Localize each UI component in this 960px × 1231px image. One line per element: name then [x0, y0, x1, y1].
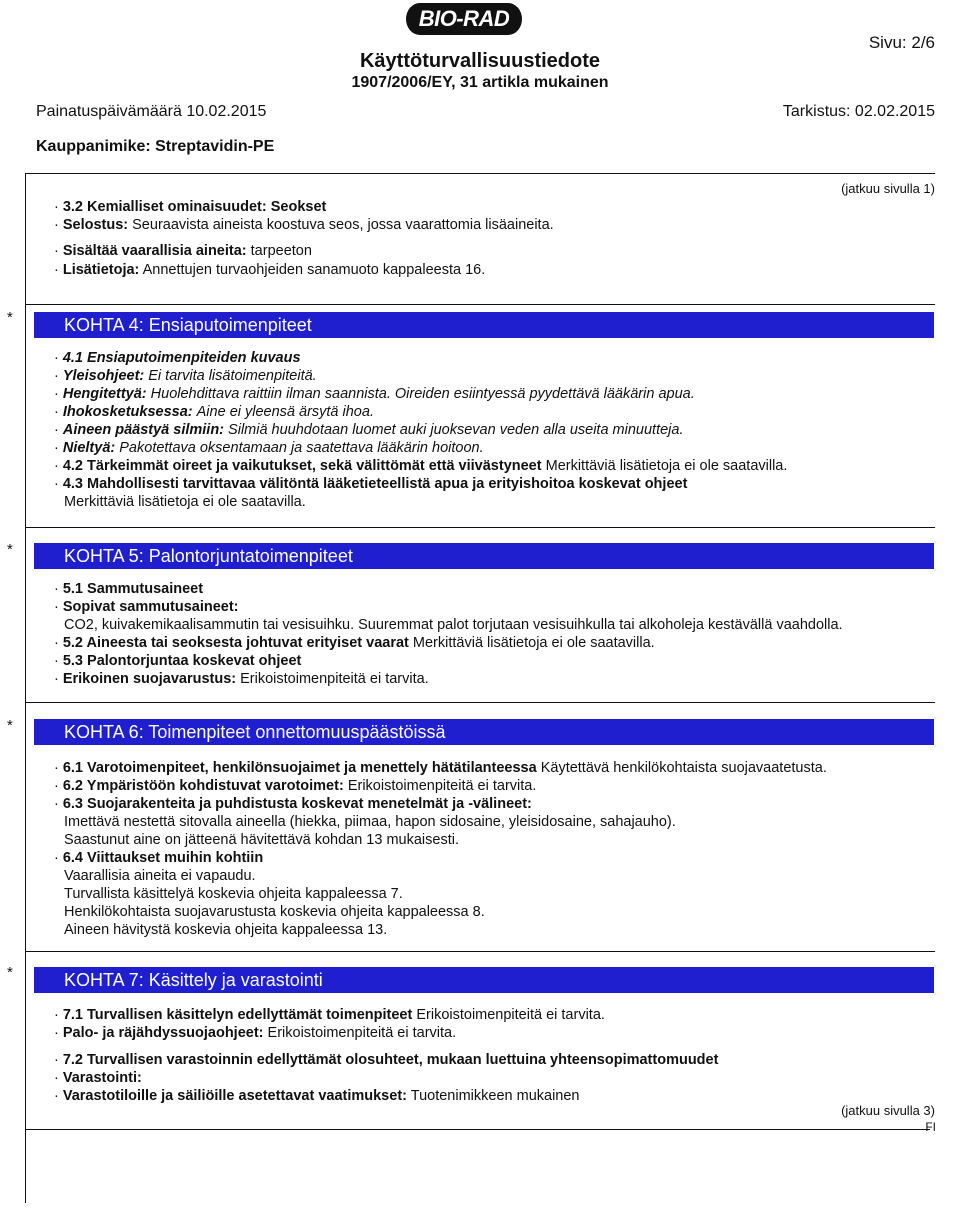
header-divider — [25, 173, 935, 174]
section7-line: · 7.2 Turvallisen varastoinnin edellyttämät olosuhteet, mukaan luettuina yhteensopimattomuudet — [54, 1052, 719, 1068]
section-divider — [25, 527, 935, 528]
section3-line: · Lisätietoja: Annettujen turvaohjeiden sanamuoto kappaleesta 16. — [54, 262, 486, 278]
section5-heading: KOHTA 5: Palontorjuntatoimenpiteet — [34, 543, 934, 569]
section6-line: Imettävä nestettä sitovalla aineella (hiekka, piimaa, hapon sidosaine, yleisidosaine, sahajauho). — [64, 814, 676, 830]
section3-line: · Sisältää vaarallisia aineita: tarpeeton — [54, 243, 312, 259]
section5-line: · 5.1 Sammutusaineet — [54, 581, 204, 597]
section5-line: · Erikoinen suojavarustus: Erikoistoimenpiteitä ei tarvita. — [54, 671, 429, 687]
document-subtitle: 1907/2006/EY, 31 artikla mukainen — [351, 74, 609, 91]
section6-line: · 6.4 Viittaukset muihin kohtiin — [54, 850, 264, 866]
section7-line: · Palo- ja räjähdyssuojaohjeet: Erikoistoimenpiteitä ei tarvita. — [54, 1025, 457, 1041]
section4-line: · 4.1 Ensiaputoimenpiteiden kuvaus — [54, 350, 301, 366]
section7-line: · 7.1 Turvallisen käsittelyn edellyttämät toimenpiteet Erikoistoimenpiteitä ei tarvita. — [54, 1007, 605, 1023]
section4-line: · 4.2 Tärkeimmät oireet ja vaikutukset, sekä välittömät että viivästyneet Merkittäviä lisätietoja ei ole saatavilla. — [54, 458, 788, 474]
bio-rad-logo: BIO-RAD — [406, 3, 522, 35]
section6-line: Turvallista käsittelyä koskevia ohjeita kappaleessa 7. — [64, 886, 403, 902]
section6-line: · 6.3 Suojarakenteita ja puhdistusta koskevat menetelmät ja -välineet: — [54, 796, 532, 812]
section4-line: · Nieltyä: Pakotettava oksentamaan ja saatettava lääkärin hoitoon. — [54, 440, 484, 456]
section6-heading: KOHTA 6: Toimenpiteet onnettomuuspäästöissä — [34, 719, 934, 745]
section5-line: · Sopivat sammutusaineet: — [54, 599, 239, 615]
section5-line: CO2, kuivakemikaalisammutin tai vesisuihku. Suuremmat palot torjutaan vesisuihkulla tai alkoholeja kestävällä vaahdolla. — [64, 617, 843, 633]
section6-line: Vaarallisia aineita ei vapaudu. — [64, 868, 256, 884]
revision-star: * — [7, 964, 13, 981]
section7-heading: KOHTA 7: Käsittely ja varastointi — [34, 967, 934, 993]
continued-from: (jatkuu sivulla 1) — [841, 181, 935, 196]
section4-heading: KOHTA 4: Ensiaputoimenpiteet — [34, 312, 934, 338]
section4-line: · 4.3 Mahdollisesti tarvittavaa välitöntä lääketieteellistä apua ja erityishoitoa koskevat ohjeet — [54, 476, 688, 492]
section6-line: Saastunut aine on jätteenä hävitettävä kohdan 13 mukaisesti. — [64, 832, 459, 848]
revision-star: * — [7, 309, 13, 326]
section6-line: Henkilökohtaista suojavarustusta koskevia ohjeita kappaleessa 8. — [64, 904, 485, 920]
section6-line: · 6.1 Varotoimenpiteet, henkilönsuojaimet ja menettely hätätilanteessa Käytettävä henkilökohtaista suojavaatetusta. — [54, 760, 827, 776]
revision-star: * — [7, 717, 13, 734]
document-title: Käyttöturvallisuustiedote — [359, 50, 601, 72]
section3-line: · 3.2 Kemialliset ominaisuudet: Seokset — [54, 199, 327, 215]
print-date: Painatuspäivämäärä 10.02.2015 — [36, 103, 267, 120]
section4-line: Merkittäviä lisätietoja ei ole saatavilla. — [64, 494, 306, 510]
section4-line: · Ihokosketuksessa: Aine ei yleensä ärsytä ihoa. — [54, 404, 374, 420]
page-number: Sivu: 2/6 — [868, 33, 935, 52]
footer-divider — [25, 1129, 930, 1130]
section4-line: · Aineen päästyä silmiin: Silmiä huuhdotaan luomet auki juoksevan veden alla useita minuutteja. — [54, 422, 684, 438]
section-divider — [25, 702, 935, 703]
continued-to: (jatkuu sivulla 3) — [841, 1103, 935, 1118]
section-divider — [25, 951, 935, 952]
section7-line: · Varastotiloille ja säiliöille asetettavat vaatimukset: Tuotenimikkeen mukainen — [54, 1088, 580, 1104]
section6-line: Aineen hävitystä koskevia ohjeita kappaleessa 13. — [64, 922, 388, 938]
revision-star: * — [7, 541, 13, 558]
section4-line: · Yleisohjeet: Ei tarvita lisätoimenpiteitä. — [54, 368, 317, 384]
language-code: FI — [925, 1120, 936, 1134]
section5-line: · 5.2 Aineesta tai seoksesta johtuvat erityiset vaarat Merkittäviä lisätietoja ei ole saatavilla. — [54, 635, 655, 651]
left-margin-rule — [25, 173, 26, 1203]
section5-line: · 5.3 Palontorjuntaa koskevat ohjeet — [54, 653, 302, 669]
section3-line: · Selostus: Seuraavista aineista koostuva seos, jossa vaarattomia lisäaineita. — [54, 217, 554, 233]
product-name: Kauppanimike: Streptavidin-PE — [36, 138, 275, 155]
revision-date: Tarkistus: 02.02.2015 — [782, 103, 935, 120]
section6-line: · 6.2 Ympäristöön kohdistuvat varotoimet: Erikoistoimenpiteitä ei tarvita. — [54, 778, 537, 794]
section4-line: · Hengitettyä: Huolehdittava raittiin ilman saannista. Oireiden esiintyessä pyydettävä lääkärin apua. — [54, 386, 695, 402]
section-divider — [25, 304, 935, 305]
section7-line: · Varastointi: — [54, 1070, 142, 1086]
